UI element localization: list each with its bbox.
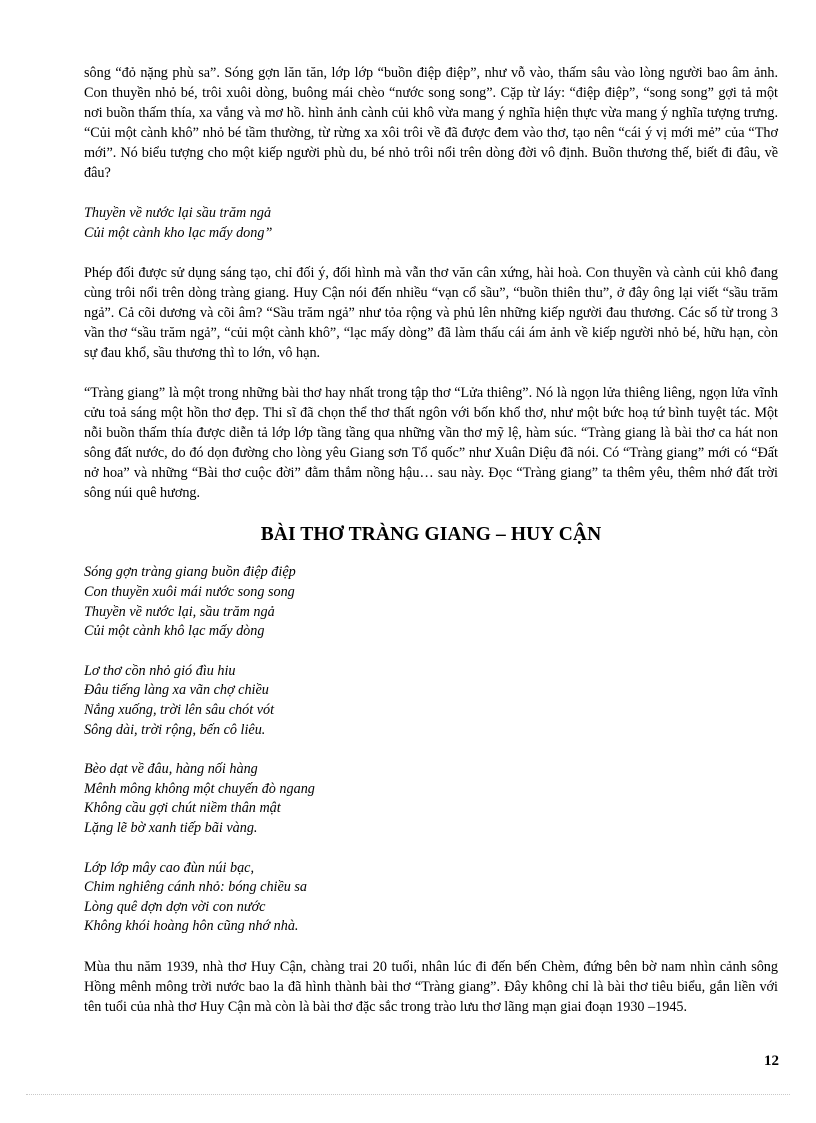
poem-line: Lặng lẽ bờ xanh tiếp bãi vàng. <box>84 819 258 836</box>
footer-divider <box>26 1094 790 1095</box>
poem-line: Thuyền về nước lại, sầu trăm ngả <box>84 603 275 620</box>
quoted-verse <box>84 204 778 243</box>
quoted-verse-line-1: Thuyền về nước lại sầu trăm ngả <box>84 205 272 222</box>
poem-line: Bèo dạt về đâu, hàng nối hàng <box>84 761 258 778</box>
poem-title: BÀI THƠ TRÀNG GIANG – HUY CẬN <box>260 524 602 546</box>
poem-line: Lơ thơ cồn nhỏ gió đìu hiu <box>84 662 236 679</box>
page-content <box>84 64 778 1037</box>
poem-stanza-1 <box>84 563 778 641</box>
body-paragraph-3: “Tràng giang” là một trong những bài thơ hay nhất trong tập thơ “Lửa thiêng”. Nó là ngọn lửa thiêng liêng, ngọn lửa vĩnh cửu toả sáng một hồn thơ đẹp. Thi sĩ đã chọn thể thơ thất ngôn với bốn khổ thơ, như một bức hoạ tứ bình tuyệt tác. Một nỗi buồn thấm thía được diễn tả lớp lớp tầng tầng qua những vần thơ mỹ lệ, hàm súc. “Tràng giang là bài thơ ca hát non sông đất nước, do đó dọn đường cho lòng yêu Giang sơn Tổ quốc” như Xuân Diệu đã nói. Có “Tràng giang” mới có “Đất nở hoa” và những “Bài thơ cuộc đời” đằm thắm nồng hậu… sau này. Đọc “Tràng giang” ta thêm yêu, thêm nhớ đất trời sông núi quê hương. <box>84 384 778 501</box>
poem-line: Lớp lớp mây cao đùn núi bạc, <box>84 859 255 876</box>
poem-line: Sóng gợn tràng giang buồn điệp điệp <box>84 564 296 581</box>
poem-line: Lòng quê dợn dợn vời con nước <box>84 898 266 915</box>
poem-line: Con thuyền xuôi mái nước song song <box>84 584 295 600</box>
quoted-verse-line-2: Củi một cành kho lạc mấy dong” <box>84 224 273 241</box>
poem-line: Không cầu gợi chút niềm thân mật <box>84 800 281 817</box>
body-paragraph-2: Phép đối được sử dụng sáng tạo, chỉ đối ý, đối hình mà vẫn thơ văn cân xứng, hài hoà. Con thuyền và cành củi khô đang cùng trôi nổi trên dòng tràng giang. Huy Cận nói đến nhiều “vạn cổ sầu”, “buồn thiên thu”, ở đây ông lại viết “sầu trăm ngả”. Cả cõi dương và cõi âm? “Sầu trăm ngả” như tỏa rộng và phủ lên những kiếp người đau thương. Các số từ trong 3 vần thơ “sầu trăm ngả”, “củi một cành khô”, “lạc mấy dòng” đã làm thấu cái ám ảnh về kiếp người nhỏ bé, hữu hạn, còn sự đau khổ, sầu thương thì to lớn, vô hạn. <box>84 265 778 362</box>
poem-line: Mênh mông không một chuyến đò ngang <box>84 780 315 797</box>
page-number: 12 <box>764 1053 779 1069</box>
poem-line: Đâu tiếng làng xa vãn chợ chiều <box>84 682 269 699</box>
body-paragraph-1: sông “đỏ nặng phù sa”. Sóng gợn lăn tăn, lớp lớp “buồn điệp điệp”, như vỗ vào, thấm sâu vào lòng người bao âm ảnh. Con thuyền nhỏ bé, trôi xuôi dòng, buông mái chèo “nước song song”. Cặp từ láy: “điệp điệp”, “song song” gợi tả một nơi buồn thấm thía, xa vắng và mơ hồ. hình ảnh cành củi khô vừa mang ý nghĩa hiện thực vừa mang ý nghĩa tượng trưng. “Củi một cành khô” nhỏ bé tầm thường, từ rừng xa xôi trôi về đã được đem vào thơ, tạo nên “cái ý vị mới mẻ” của “Thơ mới”. Nó biểu tượng cho một kiếp người phù du, bé nhỏ trôi nổi trên dòng đời vô định. Buồn thương thế, biết đi đâu, về đâu? <box>84 65 778 181</box>
poem-stanza-2 <box>84 662 778 740</box>
poem-stanza-3 <box>84 760 778 838</box>
poem-stanza-4 <box>84 859 778 937</box>
poem-line: Chim nghiêng cánh nhỏ: bóng chiều sa <box>84 879 308 896</box>
body-paragraph-4: Mùa thu năm 1939, nhà thơ Huy Cận, chàng trai 20 tuổi, nhân lúc đi đến bến Chèm, đứng bên bờ nam nhìn cảnh sông Hồng mênh mông trời nước bao la đã hình thành bài thơ “Tràng giang”. Đây không chỉ là bài thơ tiêu biểu, gắn liền với tên tuổi của nhà thơ Huy Cận mà còn là bài thơ đặc sắc trong trào lưu thơ lãng mạn giai đoạn 1930 –1945. <box>84 958 778 1015</box>
poem-line: Củi một cành khô lạc mấy dòng <box>84 623 265 640</box>
poem-line: Sông dài, trời rộng, bến cô liêu. <box>84 721 266 738</box>
poem-line: Nắng xuống, trời lên sâu chót vót <box>84 701 275 718</box>
poem-line: Không khói hoàng hôn cũng nhớ nhà. <box>84 918 299 935</box>
